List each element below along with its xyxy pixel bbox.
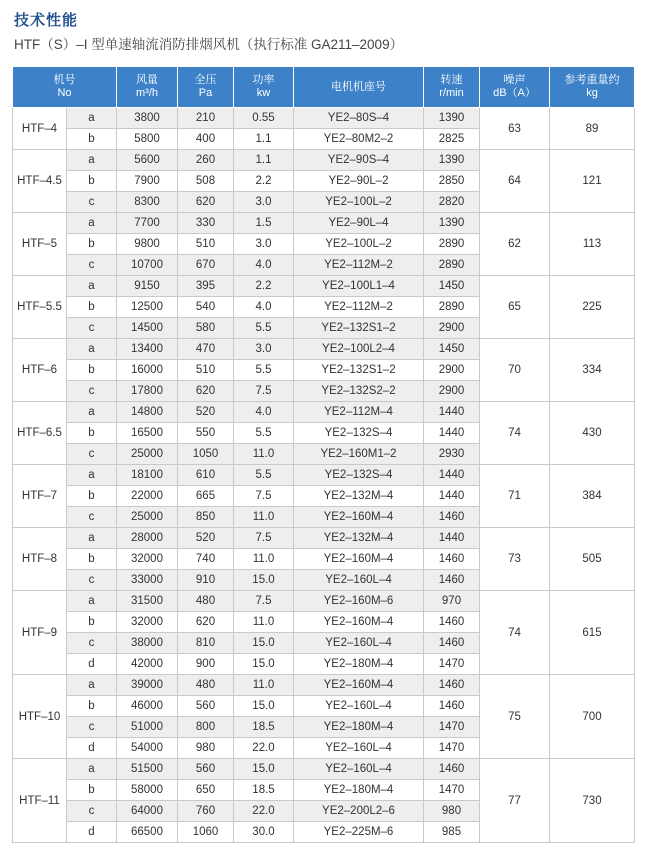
power-cell: 1.5 xyxy=(234,213,294,234)
noise-cell: 75 xyxy=(480,675,550,759)
motor-cell: YE2–160L–4 xyxy=(294,696,424,717)
speed-cell: 1470 xyxy=(424,738,480,759)
motor-cell: YE2–160L–4 xyxy=(294,570,424,591)
speed-cell: 1440 xyxy=(424,528,480,549)
motor-cell: YE2–160M–4 xyxy=(294,675,424,696)
power-cell: 30.0 xyxy=(234,822,294,843)
speed-cell: 1460 xyxy=(424,633,480,654)
weight-cell: 121 xyxy=(550,150,635,213)
flow-cell: 54000 xyxy=(117,738,178,759)
variant-cell: c xyxy=(67,318,117,339)
pressure-cell: 330 xyxy=(178,213,234,234)
motor-cell: YE2–180M–4 xyxy=(294,780,424,801)
motor-cell: YE2–100L1–4 xyxy=(294,276,424,297)
flow-cell: 25000 xyxy=(117,507,178,528)
speed-cell: 1440 xyxy=(424,402,480,423)
flow-cell: 64000 xyxy=(117,801,178,822)
variant-cell: b xyxy=(67,297,117,318)
flow-cell: 10700 xyxy=(117,255,178,276)
weight-cell: 89 xyxy=(550,108,635,150)
weight-cell: 700 xyxy=(550,675,635,759)
table-row xyxy=(13,402,635,423)
variant-cell: b xyxy=(67,129,117,150)
variant-cell: c xyxy=(67,255,117,276)
pressure-cell: 510 xyxy=(178,360,234,381)
motor-cell: YE2–160L–4 xyxy=(294,633,424,654)
motor-cell: YE2–100L2–4 xyxy=(294,339,424,360)
flow-cell: 33000 xyxy=(117,570,178,591)
speed-cell: 2930 xyxy=(424,444,480,465)
speed-cell: 1440 xyxy=(424,423,480,444)
page-title: 技术性能 xyxy=(14,12,79,29)
pressure-cell: 620 xyxy=(178,381,234,402)
pressure-cell: 560 xyxy=(178,759,234,780)
power-cell: 15.0 xyxy=(234,759,294,780)
pressure-cell: 550 xyxy=(178,423,234,444)
motor-cell: YE2–160M1–2 xyxy=(294,444,424,465)
variant-cell: a xyxy=(67,402,117,423)
flow-cell: 39000 xyxy=(117,675,178,696)
speed-cell: 1460 xyxy=(424,612,480,633)
power-cell: 15.0 xyxy=(234,570,294,591)
pressure-cell: 900 xyxy=(178,654,234,675)
variant-cell: b xyxy=(67,696,117,717)
noise-cell: 73 xyxy=(480,528,550,591)
variant-cell: b xyxy=(67,360,117,381)
model-cell: HTF–11 xyxy=(13,759,67,843)
flow-cell: 7700 xyxy=(117,213,178,234)
power-cell: 5.5 xyxy=(234,318,294,339)
motor-cell: YE2–90L–4 xyxy=(294,213,424,234)
pressure-cell: 470 xyxy=(178,339,234,360)
motor-cell: YE2–132M–4 xyxy=(294,486,424,507)
power-cell: 3.0 xyxy=(234,339,294,360)
power-cell: 7.5 xyxy=(234,591,294,612)
speed-cell: 2890 xyxy=(424,234,480,255)
pressure-cell: 560 xyxy=(178,696,234,717)
motor-cell: YE2–90L–2 xyxy=(294,171,424,192)
variant-cell: c xyxy=(67,192,117,213)
flow-cell: 46000 xyxy=(117,696,178,717)
noise-cell: 65 xyxy=(480,276,550,339)
power-cell: 5.5 xyxy=(234,423,294,444)
motor-cell: YE2–112M–2 xyxy=(294,297,424,318)
flow-cell: 16000 xyxy=(117,360,178,381)
header-power: 功率 kw xyxy=(234,67,294,108)
flow-cell: 14800 xyxy=(117,402,178,423)
speed-cell: 1460 xyxy=(424,675,480,696)
speed-cell: 1390 xyxy=(424,150,480,171)
speed-cell: 1470 xyxy=(424,780,480,801)
flow-cell: 31500 xyxy=(117,591,178,612)
motor-cell: YE2–200L2–6 xyxy=(294,801,424,822)
table-row xyxy=(13,108,635,129)
variant-cell: a xyxy=(67,528,117,549)
variant-cell: a xyxy=(67,465,117,486)
motor-cell: YE2–132S2–2 xyxy=(294,381,424,402)
flow-cell: 25000 xyxy=(117,444,178,465)
noise-cell: 62 xyxy=(480,213,550,276)
speed-cell: 980 xyxy=(424,801,480,822)
variant-cell: b xyxy=(67,486,117,507)
power-cell: 15.0 xyxy=(234,696,294,717)
motor-cell: YE2–225M–6 xyxy=(294,822,424,843)
flow-cell: 58000 xyxy=(117,780,178,801)
power-cell: 11.0 xyxy=(234,675,294,696)
header-model: 机号 No xyxy=(13,67,117,108)
speed-cell: 1450 xyxy=(424,276,480,297)
variant-cell: a xyxy=(67,150,117,171)
pressure-cell: 395 xyxy=(178,276,234,297)
pressure-cell: 740 xyxy=(178,549,234,570)
power-cell: 15.0 xyxy=(234,633,294,654)
header-speed: 转速 r/min xyxy=(424,67,480,108)
model-cell: HTF–8 xyxy=(13,528,67,591)
variant-cell: c xyxy=(67,507,117,528)
table-row xyxy=(13,528,635,549)
pressure-cell: 480 xyxy=(178,591,234,612)
pressure-cell: 1050 xyxy=(178,444,234,465)
model-cell: HTF–5 xyxy=(13,213,67,276)
power-cell: 18.5 xyxy=(234,780,294,801)
noise-cell: 63 xyxy=(480,108,550,150)
model-cell: HTF–6.5 xyxy=(13,402,67,465)
power-cell: 18.5 xyxy=(234,717,294,738)
table-row xyxy=(13,213,635,234)
model-cell: HTF–10 xyxy=(13,675,67,759)
motor-cell: YE2–90S–4 xyxy=(294,150,424,171)
table-row xyxy=(13,675,635,696)
weight-cell: 505 xyxy=(550,528,635,591)
power-cell: 11.0 xyxy=(234,507,294,528)
table-row xyxy=(13,759,635,780)
flow-cell: 32000 xyxy=(117,549,178,570)
motor-cell: YE2–160M–6 xyxy=(294,591,424,612)
variant-cell: b xyxy=(67,171,117,192)
power-cell: 1.1 xyxy=(234,129,294,150)
motor-cell: YE2–132S1–2 xyxy=(294,318,424,339)
flow-cell: 22000 xyxy=(117,486,178,507)
noise-cell: 64 xyxy=(480,150,550,213)
pressure-cell: 800 xyxy=(178,717,234,738)
motor-cell: YE2–132S–4 xyxy=(294,423,424,444)
flow-cell: 7900 xyxy=(117,171,178,192)
power-cell: 5.5 xyxy=(234,360,294,381)
pressure-cell: 620 xyxy=(178,612,234,633)
pressure-cell: 1060 xyxy=(178,822,234,843)
flow-cell: 66500 xyxy=(117,822,178,843)
variant-cell: c xyxy=(67,633,117,654)
pressure-cell: 580 xyxy=(178,318,234,339)
flow-cell: 51500 xyxy=(117,759,178,780)
page-subtitle: HTF（S）–I 型单速轴流消防排烟风机（执行标准 GA211–2009） xyxy=(14,37,404,52)
power-cell: 7.5 xyxy=(234,486,294,507)
spec-table xyxy=(12,66,635,843)
variant-cell: d xyxy=(67,654,117,675)
speed-cell: 2900 xyxy=(424,381,480,402)
flow-cell: 9150 xyxy=(117,276,178,297)
motor-cell: YE2–160L–4 xyxy=(294,738,424,759)
variant-cell: b xyxy=(67,780,117,801)
flow-cell: 12500 xyxy=(117,297,178,318)
motor-cell: YE2–160M–4 xyxy=(294,507,424,528)
speed-cell: 1460 xyxy=(424,759,480,780)
power-cell: 7.5 xyxy=(234,528,294,549)
speed-cell: 2890 xyxy=(424,255,480,276)
weight-cell: 730 xyxy=(550,759,635,843)
weight-cell: 615 xyxy=(550,591,635,675)
noise-cell: 71 xyxy=(480,465,550,528)
speed-cell: 1440 xyxy=(424,486,480,507)
motor-cell: YE2–80M2–2 xyxy=(294,129,424,150)
flow-cell: 3800 xyxy=(117,108,178,129)
power-cell: 4.0 xyxy=(234,297,294,318)
power-cell: 11.0 xyxy=(234,612,294,633)
speed-cell: 970 xyxy=(424,591,480,612)
speed-cell: 2900 xyxy=(424,318,480,339)
noise-cell: 74 xyxy=(480,591,550,675)
power-cell: 2.2 xyxy=(234,276,294,297)
power-cell: 4.0 xyxy=(234,255,294,276)
motor-cell: YE2–100L–2 xyxy=(294,234,424,255)
power-cell: 7.5 xyxy=(234,381,294,402)
variant-cell: b xyxy=(67,234,117,255)
power-cell: 2.2 xyxy=(234,171,294,192)
flow-cell: 17800 xyxy=(117,381,178,402)
motor-cell: YE2–112M–2 xyxy=(294,255,424,276)
flow-cell: 42000 xyxy=(117,654,178,675)
pressure-cell: 980 xyxy=(178,738,234,759)
noise-cell: 77 xyxy=(480,759,550,843)
power-cell: 1.1 xyxy=(234,150,294,171)
variant-cell: a xyxy=(67,276,117,297)
speed-cell: 2820 xyxy=(424,192,480,213)
variant-cell: d xyxy=(67,822,117,843)
speed-cell: 2900 xyxy=(424,360,480,381)
power-cell: 0.55 xyxy=(234,108,294,129)
speed-cell: 1470 xyxy=(424,717,480,738)
motor-cell: YE2–160L–4 xyxy=(294,759,424,780)
pressure-cell: 520 xyxy=(178,402,234,423)
variant-cell: b xyxy=(67,612,117,633)
power-cell: 5.5 xyxy=(234,465,294,486)
flow-cell: 13400 xyxy=(117,339,178,360)
model-cell: HTF–6 xyxy=(13,339,67,402)
motor-cell: YE2–100L–2 xyxy=(294,192,424,213)
header-weight: 参考重量约 kg xyxy=(550,67,635,108)
model-cell: HTF–7 xyxy=(13,465,67,528)
flow-cell: 38000 xyxy=(117,633,178,654)
table-row xyxy=(13,339,635,360)
variant-cell: b xyxy=(67,549,117,570)
pressure-cell: 508 xyxy=(178,171,234,192)
power-cell: 11.0 xyxy=(234,444,294,465)
variant-cell: a xyxy=(67,759,117,780)
pressure-cell: 540 xyxy=(178,297,234,318)
speed-cell: 1460 xyxy=(424,696,480,717)
variant-cell: c xyxy=(67,717,117,738)
variant-cell: a xyxy=(67,591,117,612)
table-row xyxy=(13,150,635,171)
variant-cell: c xyxy=(67,570,117,591)
pressure-cell: 260 xyxy=(178,150,234,171)
pressure-cell: 400 xyxy=(178,129,234,150)
speed-cell: 985 xyxy=(424,822,480,843)
variant-cell: a xyxy=(67,675,117,696)
flow-cell: 51000 xyxy=(117,717,178,738)
speed-cell: 2890 xyxy=(424,297,480,318)
motor-cell: YE2–132S–4 xyxy=(294,465,424,486)
power-cell: 11.0 xyxy=(234,549,294,570)
speed-cell: 1470 xyxy=(424,654,480,675)
noise-cell: 74 xyxy=(480,402,550,465)
model-cell: HTF–4 xyxy=(13,108,67,150)
speed-cell: 1390 xyxy=(424,108,480,129)
pressure-cell: 850 xyxy=(178,507,234,528)
weight-cell: 384 xyxy=(550,465,635,528)
speed-cell: 2825 xyxy=(424,129,480,150)
power-cell: 22.0 xyxy=(234,801,294,822)
header-motor: 电机机座号 xyxy=(294,67,424,108)
table-row xyxy=(13,591,635,612)
pressure-cell: 480 xyxy=(178,675,234,696)
variant-cell: c xyxy=(67,381,117,402)
power-cell: 4.0 xyxy=(234,402,294,423)
flow-cell: 8300 xyxy=(117,192,178,213)
variant-cell: c xyxy=(67,444,117,465)
flow-cell: 14500 xyxy=(117,318,178,339)
table-header-row xyxy=(13,67,635,108)
flow-cell: 9800 xyxy=(117,234,178,255)
pressure-cell: 760 xyxy=(178,801,234,822)
pressure-cell: 665 xyxy=(178,486,234,507)
variant-cell: b xyxy=(67,423,117,444)
pressure-cell: 520 xyxy=(178,528,234,549)
motor-cell: YE2–180M–4 xyxy=(294,717,424,738)
speed-cell: 1460 xyxy=(424,549,480,570)
flow-cell: 5600 xyxy=(117,150,178,171)
motor-cell: YE2–132M–4 xyxy=(294,528,424,549)
noise-cell: 70 xyxy=(480,339,550,402)
table-body xyxy=(13,108,635,843)
weight-cell: 334 xyxy=(550,339,635,402)
speed-cell: 1450 xyxy=(424,339,480,360)
pressure-cell: 910 xyxy=(178,570,234,591)
pressure-cell: 620 xyxy=(178,192,234,213)
motor-cell: YE2–160M–4 xyxy=(294,549,424,570)
weight-cell: 225 xyxy=(550,276,635,339)
model-cell: HTF–5.5 xyxy=(13,276,67,339)
pressure-cell: 210 xyxy=(178,108,234,129)
power-cell: 22.0 xyxy=(234,738,294,759)
variant-cell: c xyxy=(67,801,117,822)
motor-cell: YE2–180M–4 xyxy=(294,654,424,675)
header-pressure: 全压 Pa xyxy=(178,67,234,108)
table-row xyxy=(13,465,635,486)
header-noise: 噪声 dB（A） xyxy=(480,67,550,108)
variant-cell: a xyxy=(67,339,117,360)
power-cell: 3.0 xyxy=(234,234,294,255)
variant-cell: d xyxy=(67,738,117,759)
pressure-cell: 670 xyxy=(178,255,234,276)
flow-cell: 32000 xyxy=(117,612,178,633)
speed-cell: 1440 xyxy=(424,465,480,486)
model-cell: HTF–9 xyxy=(13,591,67,675)
motor-cell: YE2–112M–4 xyxy=(294,402,424,423)
flow-cell: 18100 xyxy=(117,465,178,486)
header-flow: 风量 m³/h xyxy=(117,67,178,108)
power-cell: 3.0 xyxy=(234,192,294,213)
flow-cell: 16500 xyxy=(117,423,178,444)
pressure-cell: 610 xyxy=(178,465,234,486)
pressure-cell: 510 xyxy=(178,234,234,255)
speed-cell: 1460 xyxy=(424,507,480,528)
pressure-cell: 650 xyxy=(178,780,234,801)
speed-cell: 1460 xyxy=(424,570,480,591)
weight-cell: 430 xyxy=(550,402,635,465)
motor-cell: YE2–132S1–2 xyxy=(294,360,424,381)
variant-cell: a xyxy=(67,213,117,234)
table-row xyxy=(13,276,635,297)
flow-cell: 5800 xyxy=(117,129,178,150)
weight-cell: 113 xyxy=(550,213,635,276)
flow-cell: 28000 xyxy=(117,528,178,549)
variant-cell: a xyxy=(67,108,117,129)
motor-cell: YE2–160M–4 xyxy=(294,612,424,633)
power-cell: 15.0 xyxy=(234,654,294,675)
pressure-cell: 810 xyxy=(178,633,234,654)
speed-cell: 2850 xyxy=(424,171,480,192)
motor-cell: YE2–80S–4 xyxy=(294,108,424,129)
speed-cell: 1390 xyxy=(424,213,480,234)
model-cell: HTF–4.5 xyxy=(13,150,67,213)
